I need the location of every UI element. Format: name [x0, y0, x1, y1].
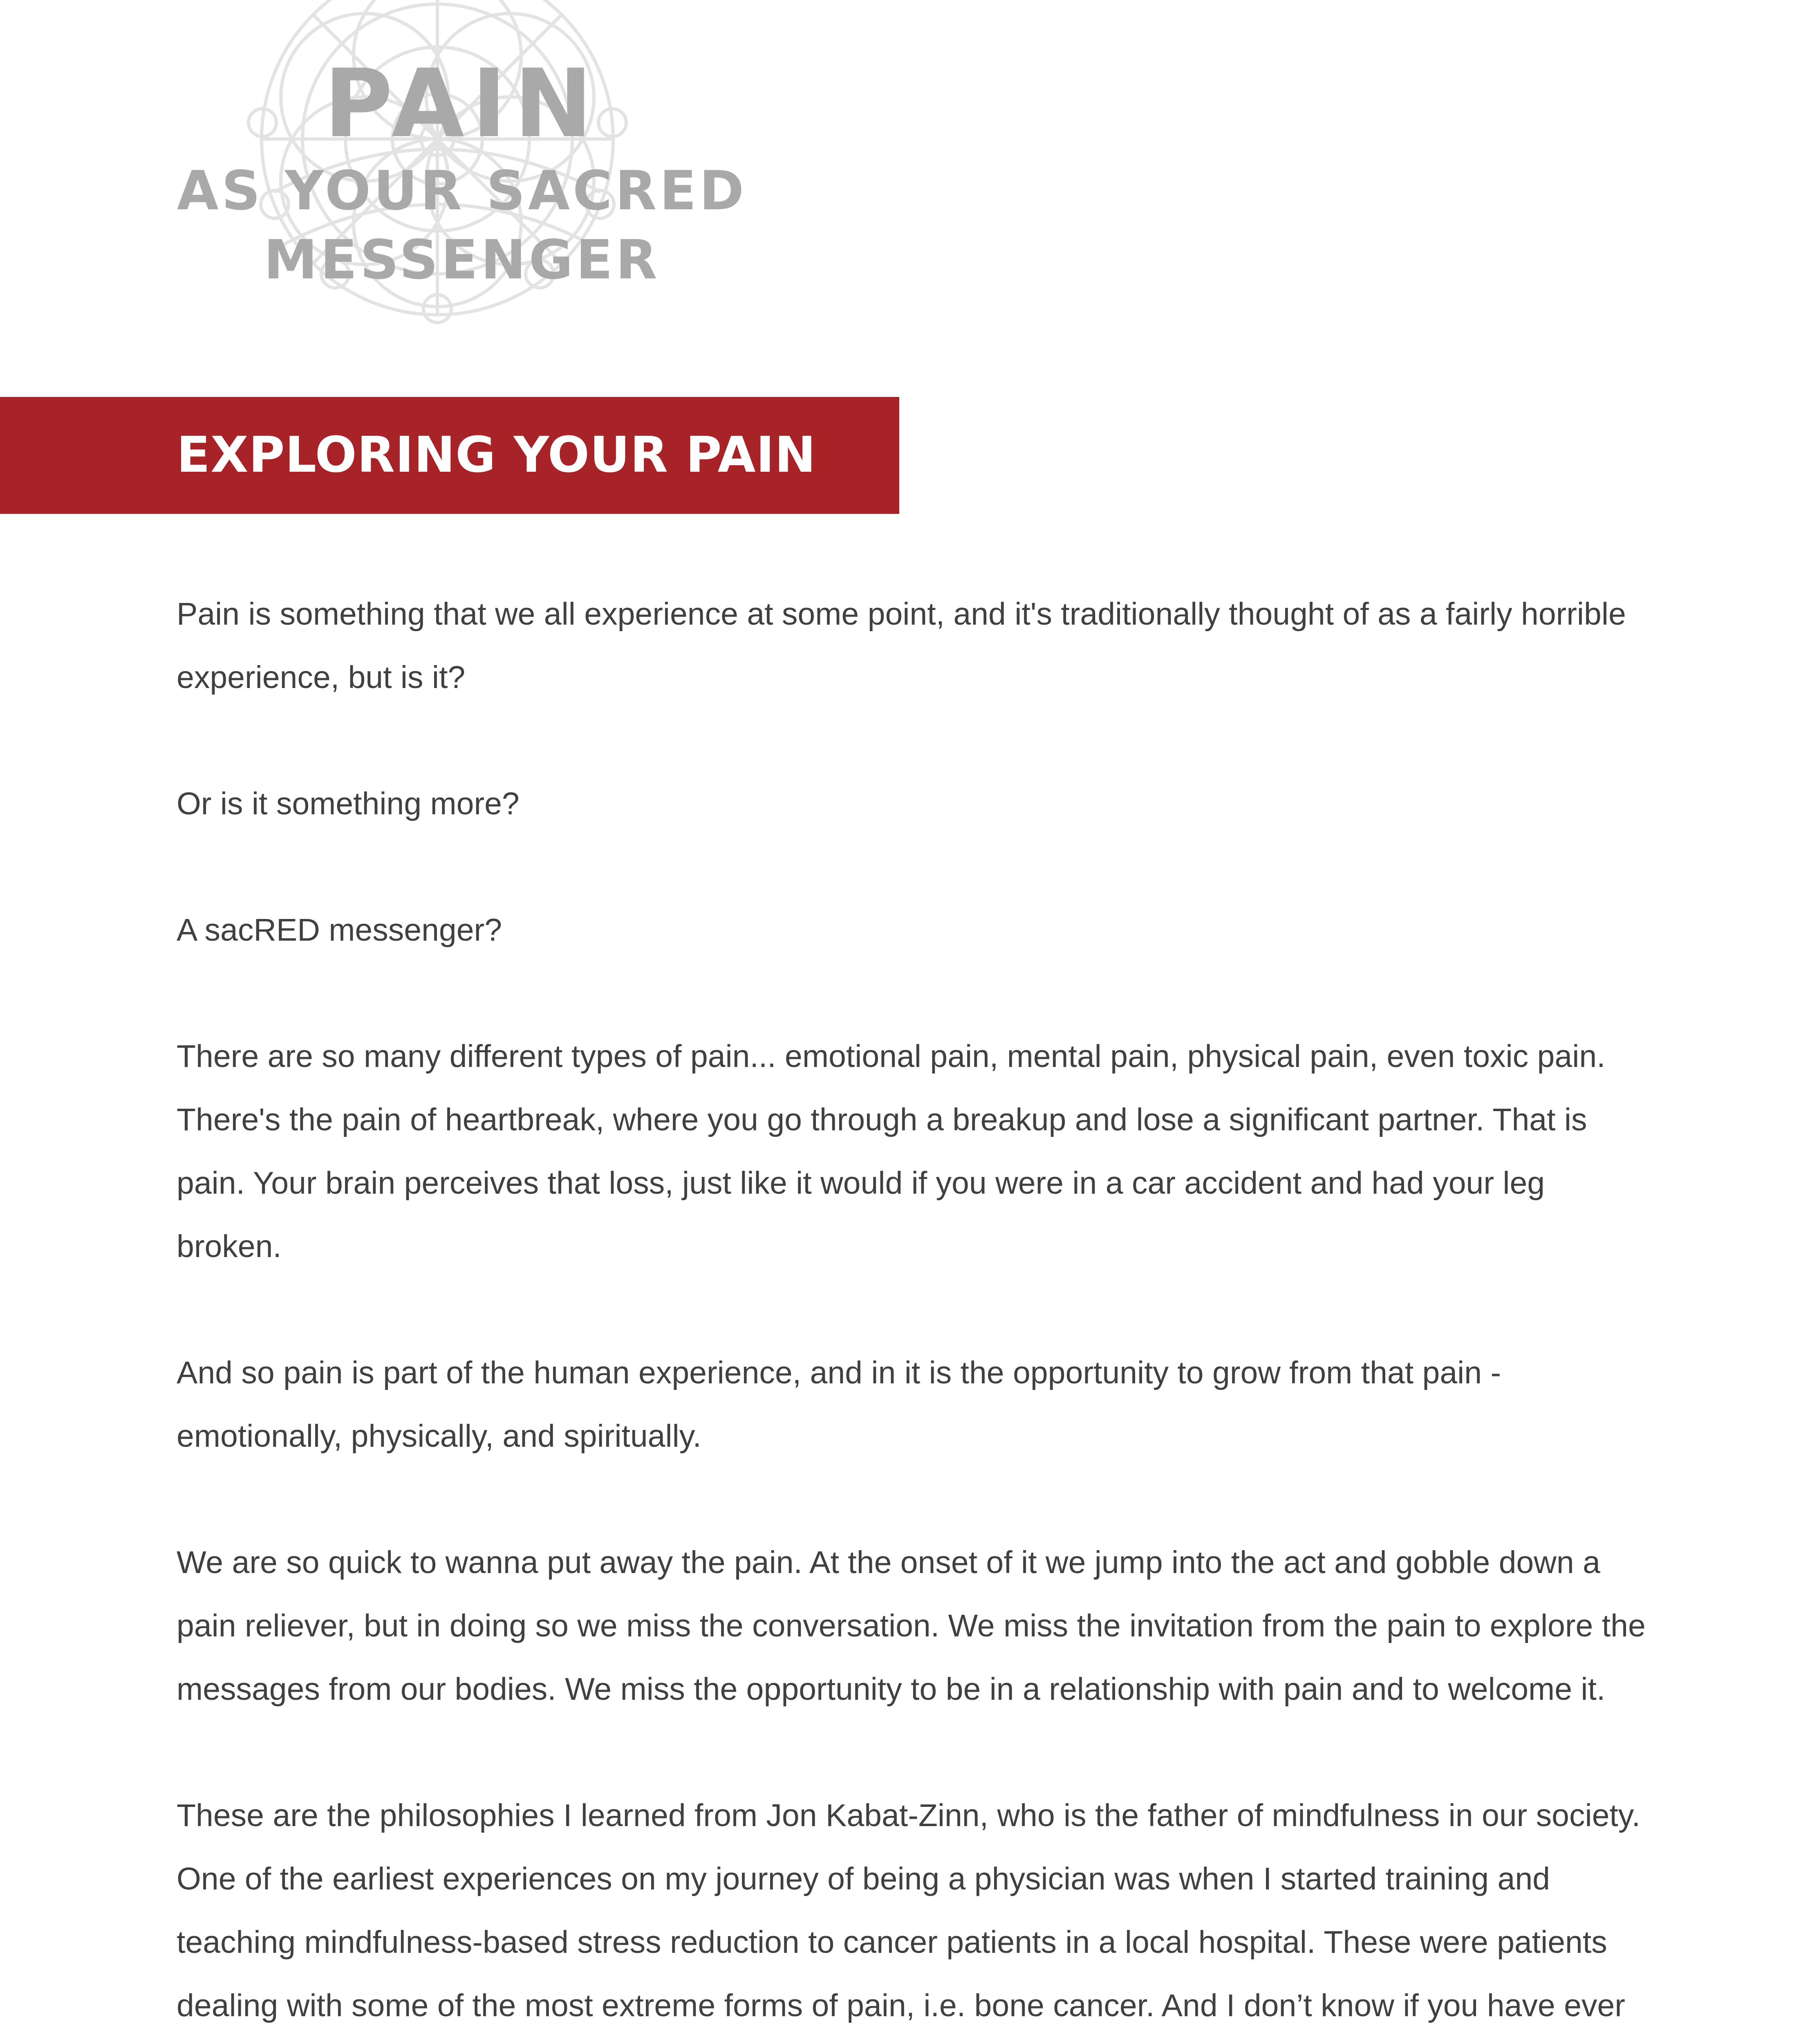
paragraph-4: There are so many different types of pain... emotional pain, mental pain, physical pain, even toxic pain. There's the pain of heartbreak, where you go through a breakup and lose a significant partner. That is pain. Your brain perceives that loss, just like it would if you were in a car accident and had your leg broken. — [177, 1039, 1606, 1264]
article-body — [177, 583, 1648, 2044]
title-sub-line-2: MESSENGER — [264, 228, 660, 291]
title-sub-line-1: AS YOUR SACRED — [177, 159, 747, 222]
paragraph-5: And so pain is part of the human experience, and in it is the opportunity to grow from that pain - emotionally, physically, and spiritually. — [177, 1355, 1501, 1454]
paragraph-3: A sacRED messenger? — [177, 912, 502, 948]
section-banner — [0, 397, 899, 514]
paragraph-2: Or is it something more? — [177, 786, 520, 821]
title-main: PAIN — [324, 49, 600, 159]
section-heading: EXPLORING YOUR PAIN — [177, 427, 816, 484]
paragraph-6: We are so quick to wanna put away the pain. At the onset of it we jump into the act and gobble down a pain reliever, but in doing so we miss the conversation. We miss the invitation from the pain to explore the messages from our bodies. We miss the opportunity to be in a relationship with pain and to welcome it. — [177, 1545, 1646, 1707]
paragraph-1: Pain is something that we all experience at some point, and it's traditionally thought of as a fairly horrible experience, but is it? — [177, 596, 1626, 695]
document-title — [135, 49, 789, 291]
paragraph-7: These are the philosophies I learned from Jon Kabat-Zinn, who is the father of mindfulness in our society. One of the earliest experiences on my journey of being a physician was when I started training and teaching mindfulness-based stress reduction to cancer patients in a local hospital. These were patients dealing with some of the most extreme forms of pain, i.e. bone cancer. And I don’t know if you have ever — [177, 1798, 1640, 2023]
